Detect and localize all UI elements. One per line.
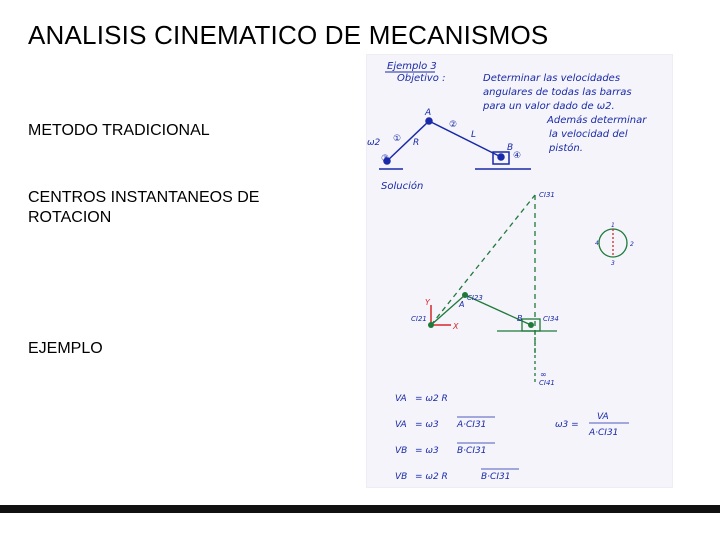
- mechanism-diagram: [367, 55, 672, 487]
- objective-line: Determinar las velocidades: [483, 73, 621, 84]
- equation-bar: A·CI31: [457, 420, 487, 430]
- point-a-label: A: [425, 108, 432, 118]
- objective-line: angulares de todas las barras: [483, 87, 632, 98]
- point-b-label: B: [507, 143, 514, 153]
- axis-x-label: X: [453, 322, 459, 331]
- equation-bar: B·CI31: [457, 446, 487, 456]
- circle-node-3: 3: [611, 260, 615, 267]
- circle-node-4: 4: [595, 240, 599, 247]
- ci41-label: CI41: [539, 379, 555, 387]
- equations: [395, 394, 629, 482]
- link-r-label: R: [413, 138, 420, 148]
- item-centros-instantaneos: CENTROS INSTANTANEOS DE ROTACION: [28, 189, 260, 226]
- objective-line: la velocidad del: [549, 129, 628, 140]
- body-2-label: ②: [449, 120, 458, 130]
- item-metodo-tradicional: METODO TRADICIONAL: [28, 122, 210, 139]
- objective-line: pistón.: [549, 143, 583, 154]
- link-l-label: L: [471, 130, 477, 140]
- equation-rhs: = ω3: [415, 420, 439, 430]
- equation-lhs: VB: [395, 446, 408, 456]
- omega3-num: VA: [597, 412, 609, 422]
- solution-label: Solución: [381, 181, 424, 192]
- omega3-den: A·CI31: [589, 428, 619, 438]
- item-ejemplo: EJEMPLO: [28, 340, 103, 357]
- ci23-label: CI23: [467, 294, 483, 302]
- equation-lhs: VA: [395, 420, 407, 430]
- objective-line: Además determinar: [547, 115, 647, 126]
- ic-b-label: B: [517, 314, 523, 323]
- omega2-label: ω2: [367, 138, 381, 148]
- circle-node-2: 2: [630, 241, 634, 248]
- equation-rhs: = ω2 R: [415, 394, 448, 404]
- equation-lhs: VA: [395, 394, 407, 404]
- objective-line: para un valor dado de ω2.: [483, 101, 615, 112]
- example-header: Ejemplo 3: [387, 61, 437, 72]
- example-figure: [366, 54, 673, 488]
- circle-node-1: 1: [611, 222, 615, 229]
- footer-bar: [0, 505, 720, 513]
- ic-a-label: A: [459, 300, 465, 309]
- slide-title: ANALISIS CINEMATICO DE MECANISMOS: [28, 20, 549, 50]
- equation-rhs: = ω2 R: [415, 472, 448, 482]
- infinity-label: ∞: [540, 370, 547, 379]
- body-3-label: ③: [381, 154, 390, 164]
- ci31-label: CI31: [539, 191, 555, 199]
- ci34-label: CI34: [543, 315, 559, 323]
- objective-label: Objetivo :: [397, 73, 446, 84]
- omega3-lhs: ω3 =: [555, 420, 579, 430]
- ci21-label: CI21: [411, 315, 427, 323]
- ic-construction: [431, 195, 627, 385]
- axis-y-label: Y: [425, 298, 430, 307]
- equation-bar: B·CI31: [481, 472, 511, 482]
- body-4-label: ④: [513, 151, 522, 161]
- equation-rhs: = ω3: [415, 446, 439, 456]
- body-1-label: ①: [393, 134, 402, 144]
- equation-lhs: VB: [395, 472, 408, 482]
